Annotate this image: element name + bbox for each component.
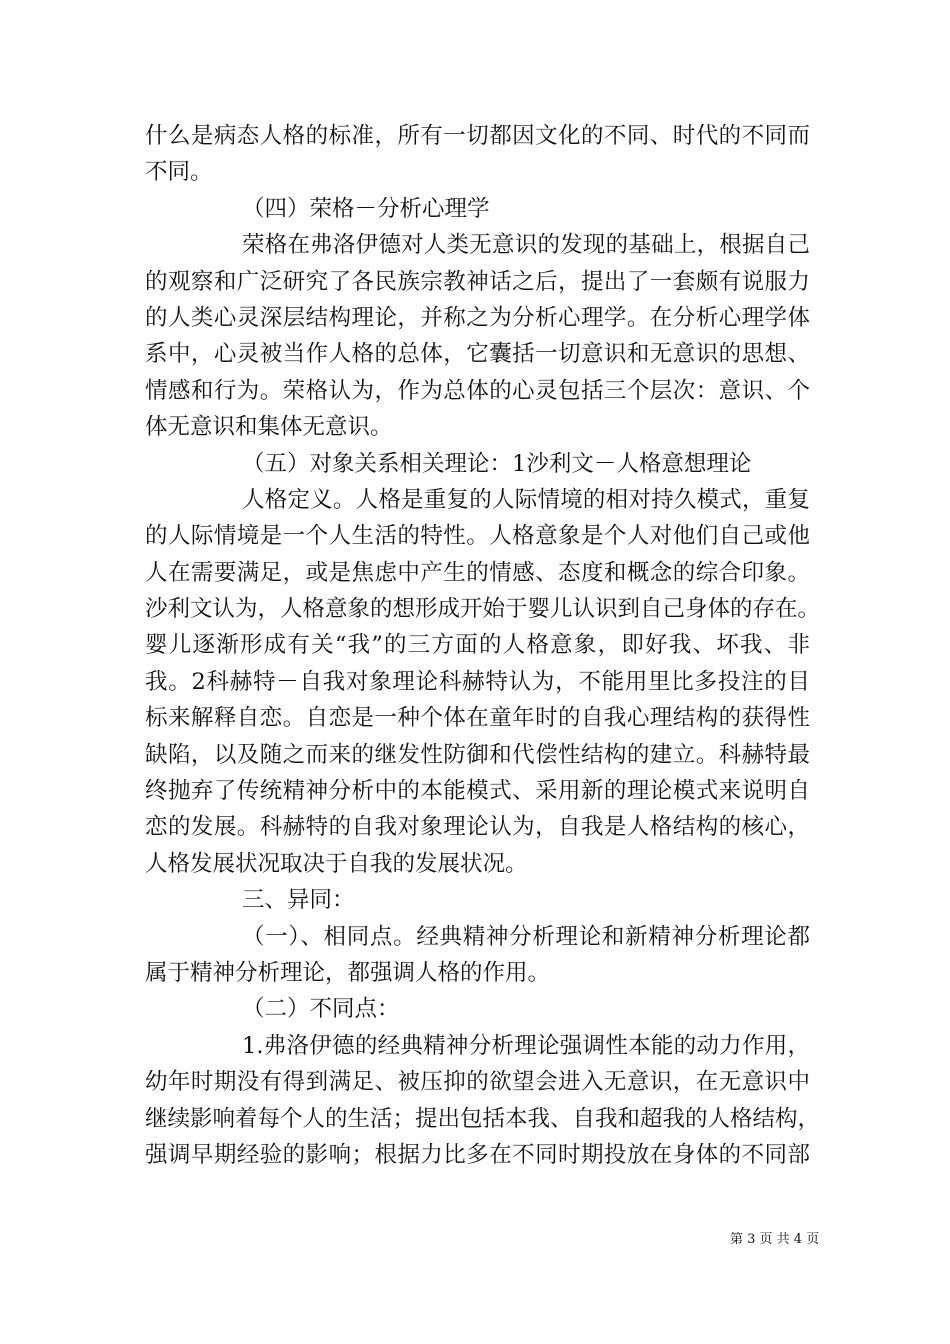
page-number-footer: 第 3 页 共 4 页 [730,1232,820,1247]
text-line: 体无意识和集体无意识。 [145,414,393,441]
section-heading: 三、异同： [242,887,355,914]
text-line: 我。2科赫特－自我对象理论科赫特认为，不能用里比多投注的目 [145,668,810,695]
text-line: 什么是病态人格的标准，所有一切都因文化的不同、时代的不同而 [145,123,810,149]
paragraph-first-line: 1.弗洛伊德的经典精神分析理论强调性本能的动力作用， [242,1032,810,1059]
text-line: 继续影响着每个人的生活；提出包括本我、自我和超我的人格结构， [145,1105,821,1132]
text-line: 沙利文认为，人格意象的想形成开始于婴儿认识到自己身体的存在。 [145,596,821,623]
section-heading: （五）对象关系相关理论：1沙利文－人格意想理论 [242,450,752,477]
text-line: 属于精神分析理论，都强调人格的作用。 [145,959,551,986]
text-line: 婴儿逐渐形成有关“我”的三方面的人格意象，即好我、坏我、非 [145,632,810,659]
text-line: 幼年时期没有得到满足、被压抑的欲望会进入无意识，在无意识中 [145,1069,810,1096]
text-line: 终抛弃了传统精神分析中的本能模式、采用新的理论模式来说明自 [145,778,810,805]
document-body [145,118,821,1173]
text-line: 情感和行为。荣格认为，作为总体的心灵包括三个层次：意识、个 [145,377,810,404]
text-line: 系中，心灵被当作人格的总体，它囊括一切意识和无意识的思想、 [145,341,810,368]
text-line: 人格发展状况取决于自我的发展状况。 [145,850,528,877]
text-line: 的观察和广泛研究了各民族宗教神话之后，提出了一套颇有说服力 [145,268,810,295]
text-line: 强调早期经验的影响；根据力比多在不同时期投放在身体的不同部 [145,1141,810,1168]
paragraph-first-line: 荣格在弗洛伊德对人类无意识的发现的基础上，根据自己 [242,232,810,259]
text-line: 的人类心灵深层结构理论，并称之为分析心理学。在分析心理学体 [145,304,810,331]
text-line: 标来解释自恋。自恋是一种个体在童年时的自我心理结构的获得性 [145,705,810,732]
section-heading: （四）荣格－分析心理学 [242,195,490,222]
paragraph-first-line: 人格定义。人格是重复的人际情境的相对持久模式，重复 [242,486,810,513]
text-line: 的人际情境是一个人生活的特性。人格意象是个人对他们自己或他 [145,523,810,550]
text-line: 缺陷，以及随之而来的继发性防御和代偿性结构的建立。科赫特最 [145,741,810,768]
section-heading: （二）不同点： [242,996,400,1023]
text-line: 人在需要满足，或是焦虑中产生的情感、态度和概念的综合印象。 [145,559,810,586]
paragraph-first-line: （一）、相同点。经典精神分析理论和新精神分析理论都 [242,923,810,950]
text-line: 恋的发展。科赫特的自我对象理论认为，自我是人格结构的核心， [145,814,810,841]
text-line: 不同。 [145,159,213,186]
